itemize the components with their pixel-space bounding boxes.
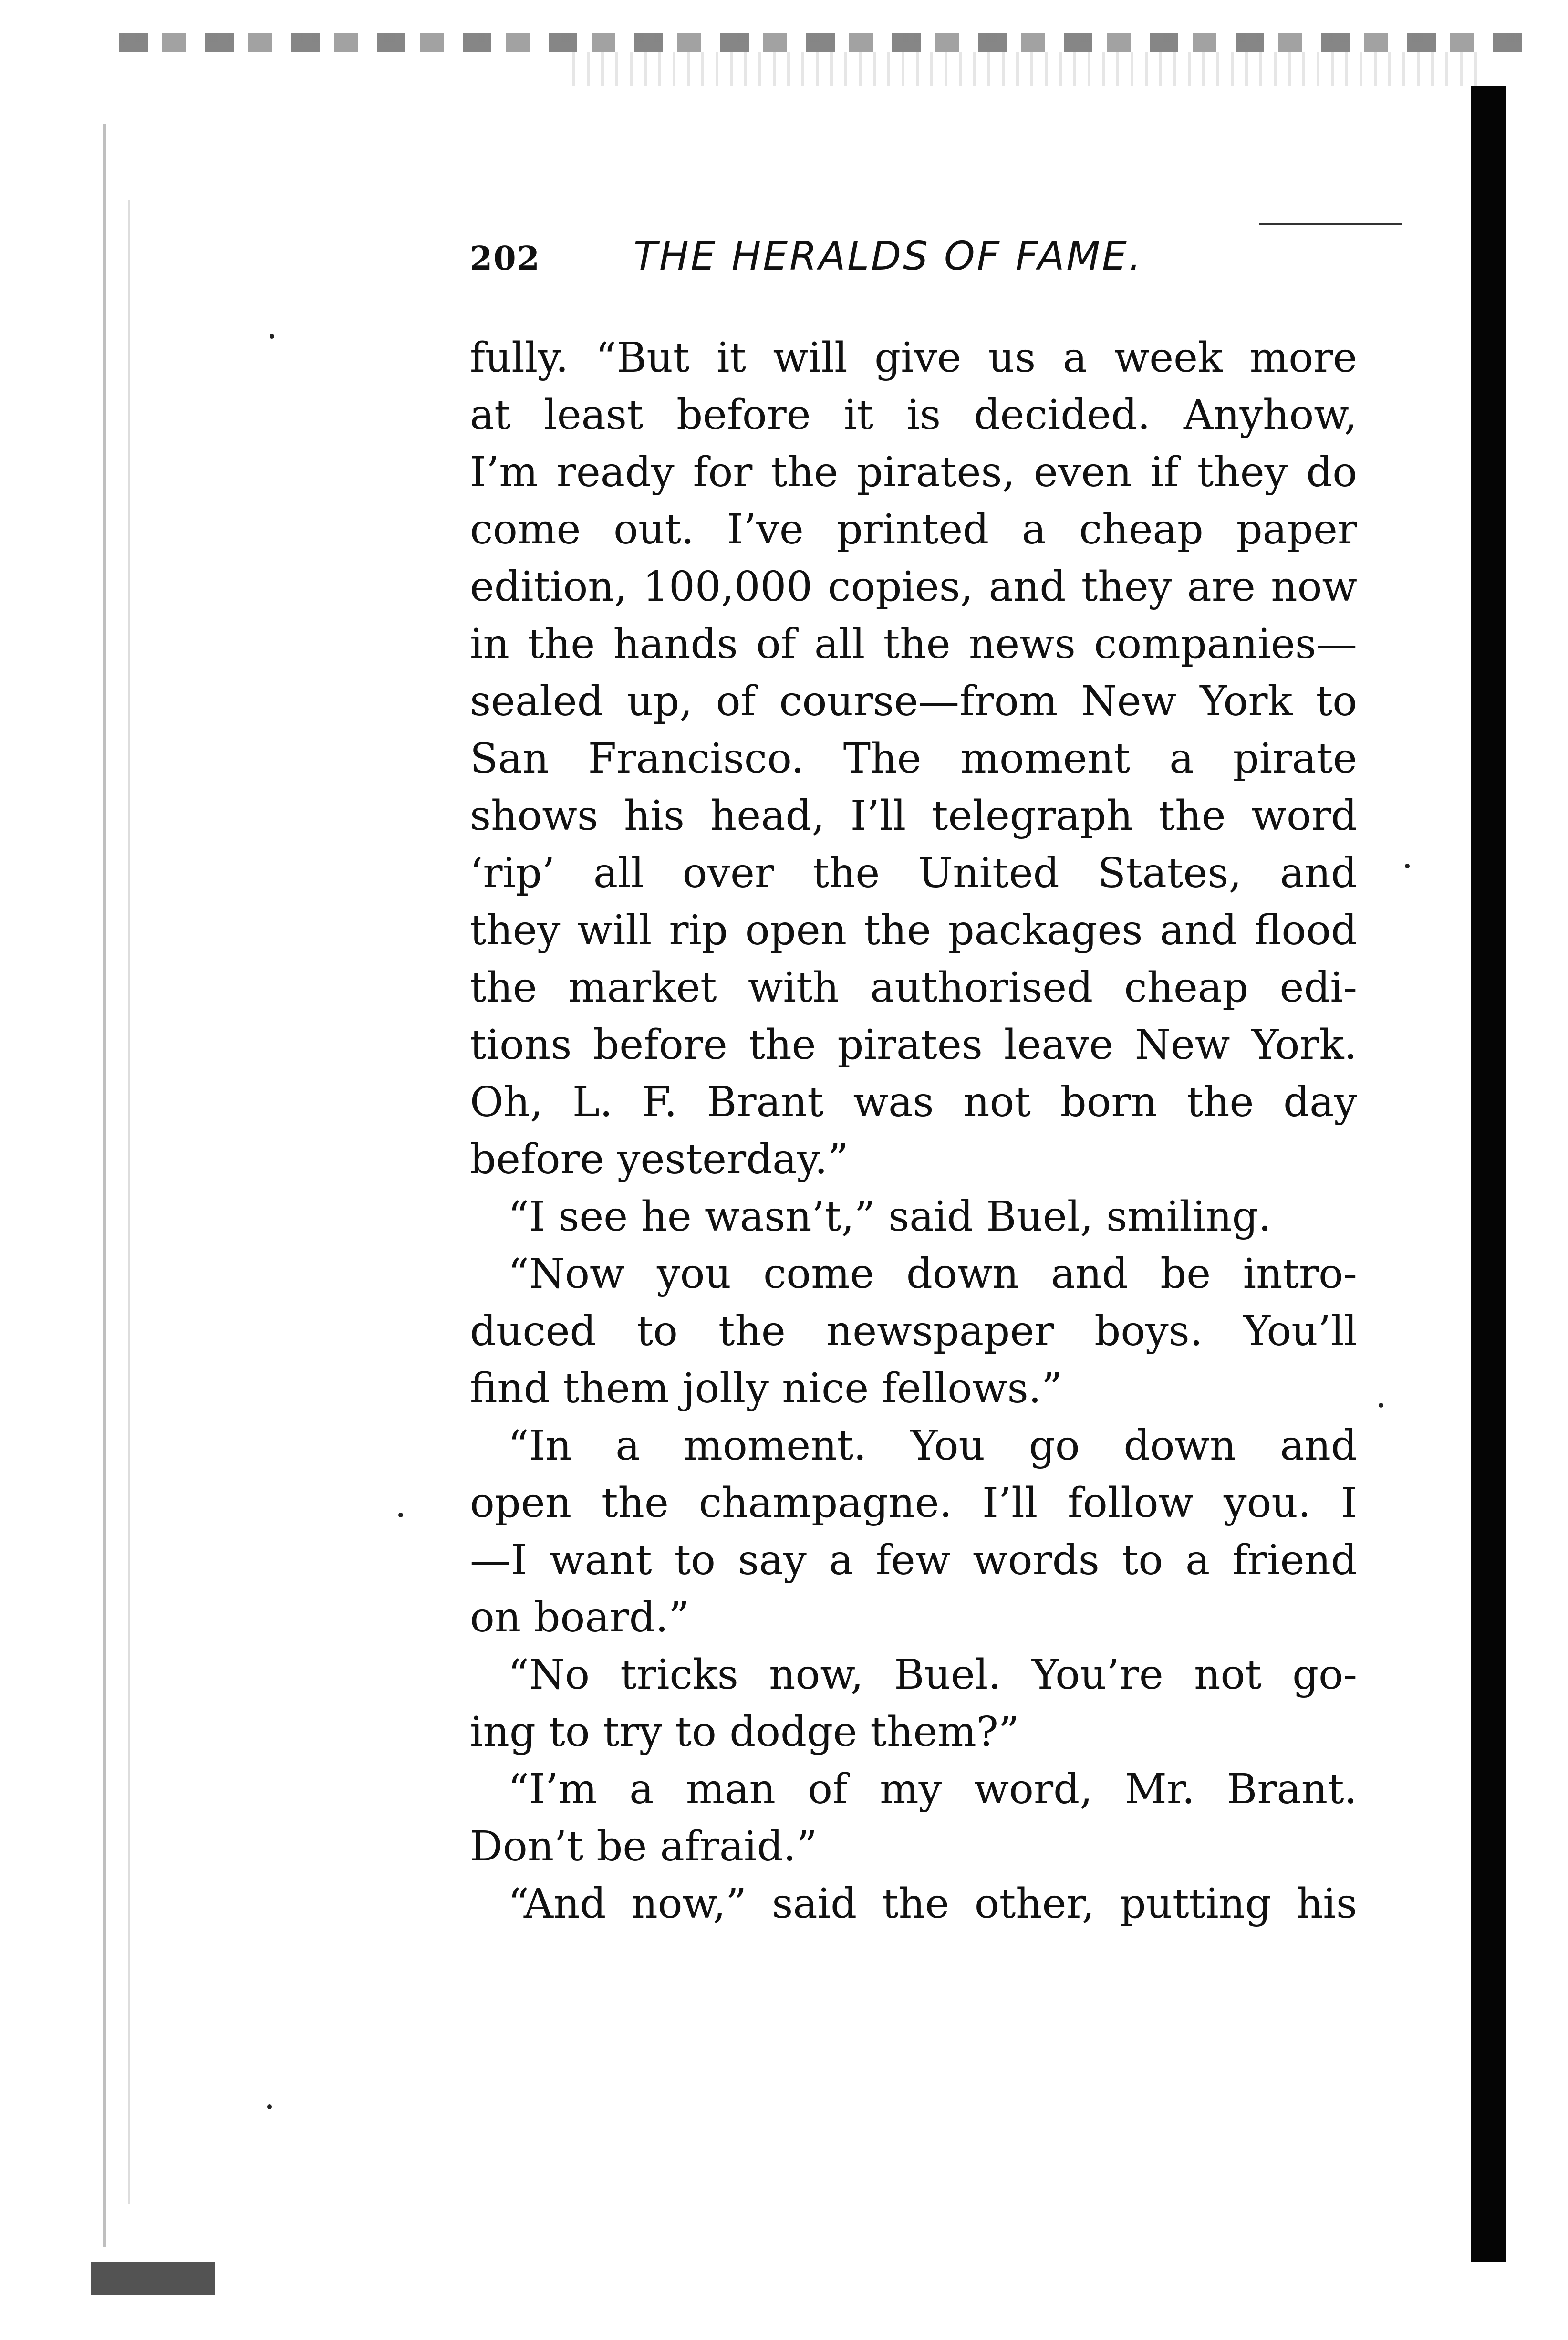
scan-speck [267, 2104, 272, 2109]
text-line: find them jolly nice fellows.” [470, 1365, 1063, 1412]
text-line: ‘rip’ all over the United States, and [470, 849, 1357, 897]
text-line: in the hands of all the news companies— [470, 620, 1357, 668]
text-line: shows his head, I’ll telegraph the word [470, 792, 1357, 840]
body-text [470, 329, 1357, 1933]
text-line: “And now,” said the other, putting his [508, 1880, 1357, 1928]
pencil-mark [1259, 223, 1402, 225]
page-number: 202 [470, 240, 540, 278]
scan-corner-smudge [91, 2262, 215, 2295]
text-line: Don’t be afraid.” [470, 1823, 817, 1870]
text-line: “In a moment. You go down and [508, 1422, 1357, 1470]
scan-noise [572, 52, 1479, 86]
text-line: Oh, L. F. Brant was not born the day [470, 1078, 1357, 1126]
text-line: San Francisco. The moment a pirate [470, 735, 1357, 783]
text-line: “I see he wasn’t,” said Buel, smiling. [508, 1193, 1272, 1241]
text-line: duced to the newspaper boys. You’ll [470, 1307, 1357, 1355]
text-line: before yesterday.” [470, 1136, 849, 1183]
text-line: they will rip open the packages and flood [470, 907, 1357, 954]
scan-speck [1379, 1403, 1383, 1408]
page-gutter-shadow [103, 124, 106, 2247]
scan-speck [270, 334, 274, 339]
text-line: open the champagne. I’ll follow you. I [470, 1479, 1357, 1527]
text-line: sealed up, of course—from New York to [470, 678, 1357, 725]
page-header [470, 234, 1424, 291]
text-line: at least before it is decided. Anyhow, [470, 391, 1357, 439]
page-gutter-line [128, 200, 130, 2204]
text-line: “I’m a man of my word, Mr. Brant. [508, 1765, 1357, 1813]
text-line: I’m ready for the pirates, even if they do [470, 449, 1357, 496]
scan-speck [1405, 864, 1410, 868]
text-line: fully. “But it will give us a week more [470, 334, 1357, 382]
text-line: on board.” [470, 1594, 690, 1641]
text-line: “Now you come down and be intro- [508, 1250, 1357, 1298]
text-line: ing to try to dodge them?” [470, 1708, 1019, 1756]
scan-edge-artifact [119, 33, 1526, 52]
scan-speck [398, 1513, 403, 1517]
text-line: tions before the pirates leave New York. [470, 1021, 1357, 1069]
book-spine-shadow [1471, 86, 1506, 2262]
text-line: come out. I’ve printed a cheap paper [470, 506, 1357, 554]
running-head: THE HERALDS OF FAME. [633, 234, 1143, 279]
text-line: edition, 100,000 copies, and they are now [470, 563, 1357, 611]
text-line: the market with authorised cheap edi- [470, 964, 1357, 1012]
text-line: —I want to say a few words to a friend [470, 1536, 1357, 1584]
text-line: “No tricks now, Buel. You’re not go- [508, 1651, 1357, 1699]
